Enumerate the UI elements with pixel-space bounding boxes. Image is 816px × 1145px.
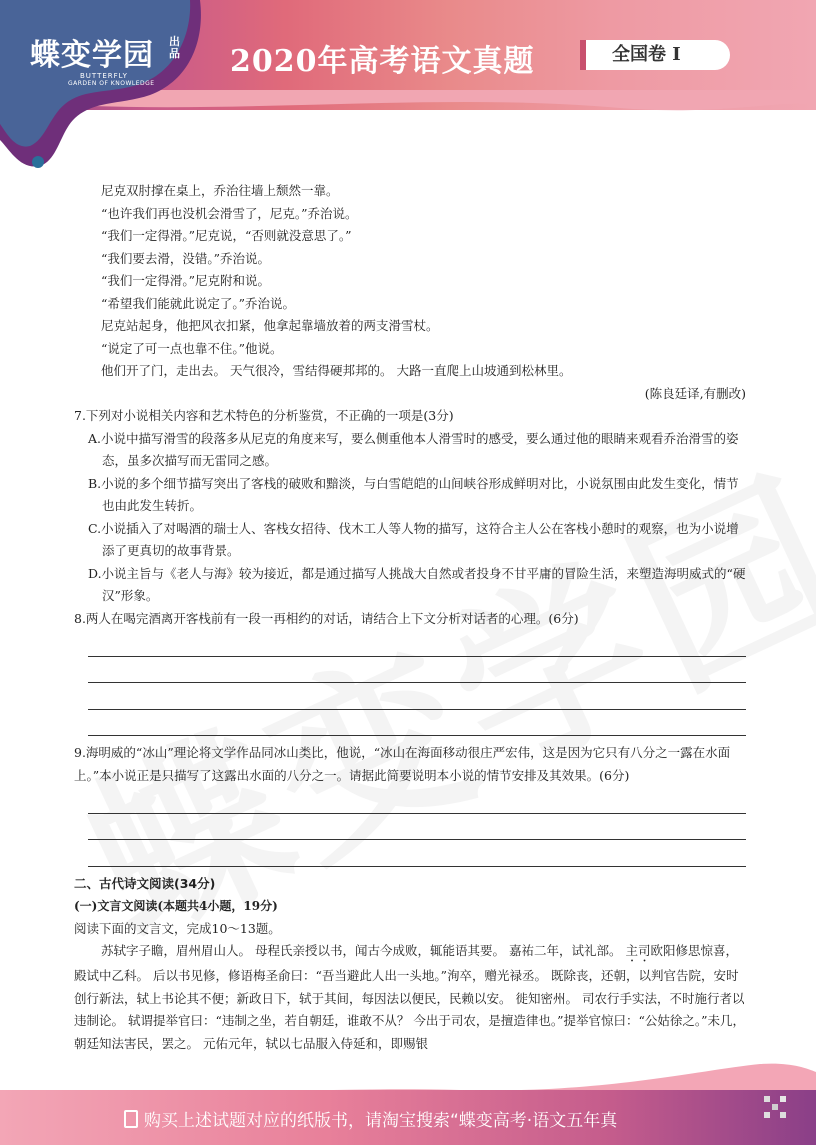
logo-title: 蝶变学园 [30,38,154,73]
footer-promo-text: 购买上述试题对应的纸版书，请淘宝搜索“蝶变高考·语文五年真 [144,1111,618,1131]
section-2-subtitle: (一)文言文阅读(本题共4小题，19分) [74,899,278,913]
logo-english-1: BUTTERFLY [80,72,128,80]
story-line: 尼克站起身，他把风衣扣紧，他拿起靠墙放着的两支滑雪杖。 [101,318,439,333]
answer-line[interactable] [88,840,746,867]
question-7-option-b: B.小说的多个细节描写突出了客栈的破败和黯淡，与白雪皑皑的山间峡谷形成鲜明对比，小说氛围由此发生变化，情节也由此发生转折。 [88,475,739,513]
question-7-option-d: D.小说主旨与《老人与海》较为接近，都是通过描写人挑战大自然或者投身不甘平庸的冒险生活，来塑造海明威式的“硬汉”形象。 [88,565,746,603]
story-line: “我们一定得滑。”尼克说，“否则就没意思了。” [101,228,352,243]
question-7-option-c: C.小说插入了对喝酒的瑞士人、客栈女招待、伐木工人等人物的描写，这符合主人公在客栈小憩时的观察，也为小说增添了更真切的故事背景。 [88,520,739,558]
story-line: 尼克双肘撑在桌上，乔治往墙上颓然一靠。 [101,183,339,198]
phone-icon [124,1110,138,1128]
section-2-instruction: 阅读下面的文言文，完成10～13题。 [74,920,281,936]
answer-line[interactable] [88,710,746,737]
story-line: “我们要去滑，没错。”乔治说。 [101,250,271,266]
answer-line[interactable] [88,683,746,710]
story-line: “希望我们能就此说定了。”乔治说。 [101,295,296,311]
mosaic-decoration [764,1096,790,1120]
emphasis-term: 主司 [625,943,651,958]
footer-promo [124,1106,617,1131]
source-note: (陈良廷译,有删改) [644,385,746,401]
answer-line[interactable] [88,630,746,657]
story-line: “我们一定得滑。”尼克附和说。 [101,273,271,288]
question-8-stem: 8.两人在喝完酒离开客栈前有一段一再相约的对话，请结合上下文分析对话者的心理。(6分) [74,610,579,626]
question-7-stem: 7.下列对小说相关内容和艺术特色的分析鉴赏，不正确的一项是(3分) [74,408,454,423]
question-7-option-a: A.小说中描写滑雪的段落多从尼克的角度来写，要么侧重他本人滑雪时的感受，要么通过他的眼睛来观看乔治滑雪的姿态，虽多次描写而无雷同之感。 [88,430,739,468]
answer-line[interactable] [88,657,746,684]
section-2-title: 二、古代诗文阅读(34分) [74,875,216,891]
passage-part: 欧阳修思惊喜，殿试中乙科。 后以书见修，修语梅圣俞曰：“吾当避此人出一头地。”洵卒，赠光禄丞。 既除丧，还朝，以判官告院，安时创行新法，轼上书论其不便；新政日下，轼于其间，每因法以便民，民赖以安。 徙知密州。 司农行手实法，不时施行者以违制论。 轼谓提举官曰：“违制之坐，若自朝廷，谁敢不从？ 今出于司农，是擅造律也。”提举官惊曰：“公姑徐之。”未几，朝廷知法害民，罢之。 元佑元年，轼以七品服入侍延和，即赐银 [74,943,746,1051]
question-9-stem: 9.海明威的“冰山”理论将文学作品同冰山类比，他说，“冰山在海面移动很庄严宏伟，这是因为它只有八分之一露在水面上。”本小说正是只描写了这露出水面的八分之一。请据此简要说明本小说的情节安排及其效果。(6分) [74,745,731,783]
logo-english-2: GARDEN OF KNOWLEDGE [68,80,155,87]
passage-part: 苏轼字子瞻，眉州眉山人。 母程氏亲授以书，闻古今成败，辄能语其要。 嘉祐二年，试礼部。 [101,943,626,958]
paper-badge: 全国卷 I [580,40,730,70]
answer-line[interactable] [88,814,746,841]
answer-line[interactable] [88,787,746,814]
story-line: “说定了可一点也靠不住。”他说。 [101,340,283,356]
story-line: “也许我们再也没机会滑雪了，尼克。”乔治说。 [101,205,358,221]
page-title: 2020年高考语文真题 [230,44,535,79]
classical-passage [74,940,746,1055]
story-line: 他们开了门，走出去。 天气很冷，雪结得硬邦邦的。 大路一直爬上山坡通到松林里。 [101,363,572,378]
logo-chupin: 出品 [169,35,180,60]
exam-content [74,180,746,1055]
